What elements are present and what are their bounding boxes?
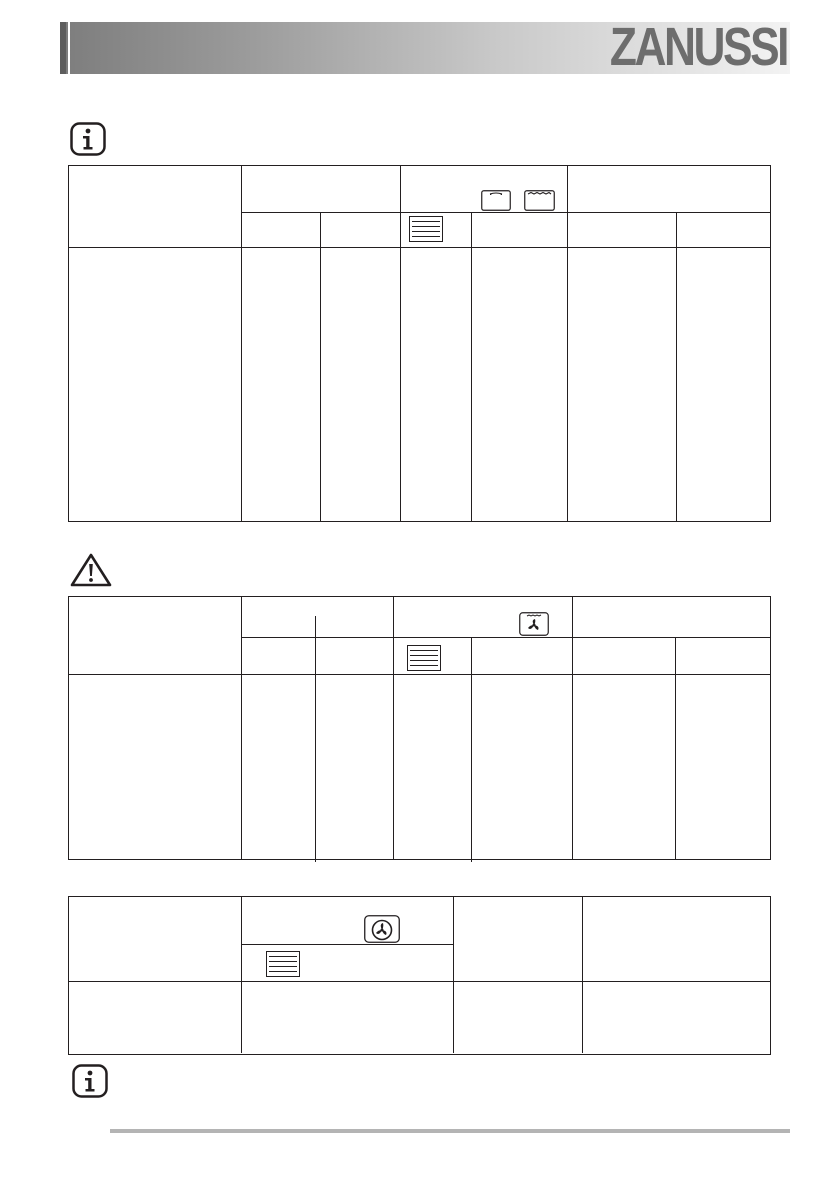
cooking-table-fan-grill xyxy=(68,596,771,860)
table3-subheader-rule xyxy=(241,944,453,945)
fan-grill-icon xyxy=(519,612,549,636)
table2-col-divider xyxy=(471,637,472,862)
table1-header-rule xyxy=(68,247,771,248)
table2-header-rule xyxy=(68,674,771,675)
grill-icon xyxy=(524,190,555,211)
cooking-table-fan-oven xyxy=(68,896,771,1055)
true-fan-oven-icon xyxy=(364,915,400,943)
brand-logo: ZANUSSI xyxy=(609,17,787,77)
footer-rule xyxy=(110,1129,790,1133)
table1-col-divider xyxy=(400,165,401,522)
info-icon xyxy=(72,1064,108,1098)
header-accent-gap xyxy=(68,22,70,74)
table1-col-divider xyxy=(471,212,472,522)
table3-col-divider xyxy=(453,896,454,1053)
table1-col-divider xyxy=(241,165,242,522)
table1-col-divider xyxy=(676,212,677,522)
table2-col-divider xyxy=(393,596,394,860)
info-icon xyxy=(70,122,106,156)
table2-col-divider xyxy=(675,637,676,860)
warning-triangle-icon xyxy=(70,553,112,587)
header-accent xyxy=(60,22,66,74)
table1-col-divider xyxy=(320,212,321,522)
shelf-position-icon xyxy=(266,951,300,977)
table1-col-divider xyxy=(567,165,568,522)
table2-col-divider xyxy=(241,596,242,860)
table3-col-divider xyxy=(241,896,242,1053)
table2-subheader-rule xyxy=(241,637,771,638)
shelf-position-icon xyxy=(409,216,443,242)
table3-col-divider xyxy=(582,896,583,1053)
table3-header-rule xyxy=(68,981,771,982)
top-bottom-heat-icon xyxy=(481,190,511,211)
table2-col-divider xyxy=(315,616,316,862)
table2-col-divider xyxy=(572,596,573,860)
shelf-position-icon xyxy=(407,645,441,671)
